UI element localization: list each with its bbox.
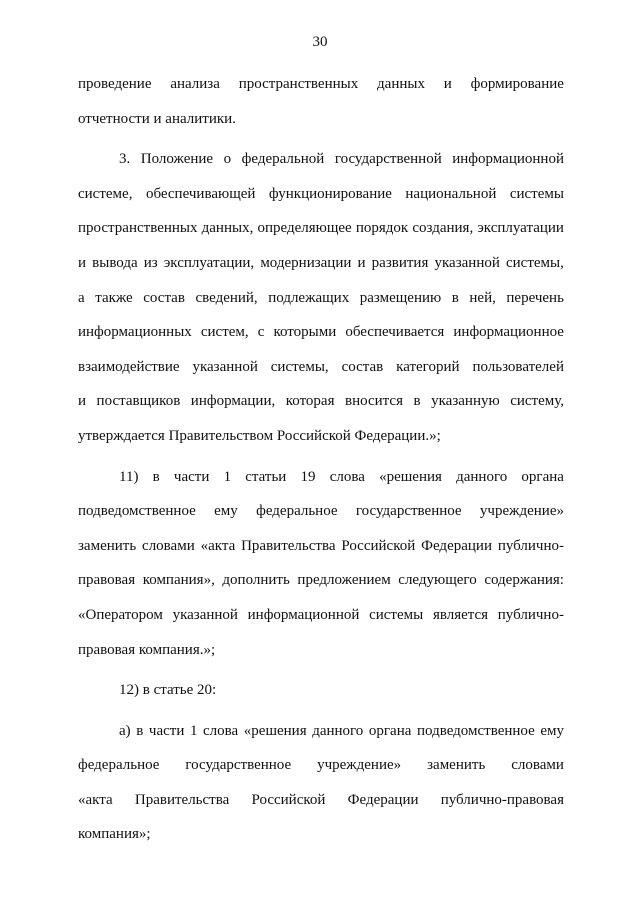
word: учреждение» (479, 503, 564, 520)
word: указанную (431, 393, 500, 410)
word: и (78, 254, 87, 271)
word: в (451, 289, 459, 306)
word: компания», (142, 572, 215, 589)
word: Российской (341, 537, 416, 554)
word: правовая (78, 572, 136, 589)
word: государственное (185, 757, 292, 774)
word: о (223, 151, 232, 168)
word: систем, (200, 324, 249, 341)
word: следующего (398, 572, 477, 589)
text-line (78, 315, 564, 350)
word: части (173, 468, 210, 485)
word: 19 (300, 468, 316, 485)
word: информационное (453, 324, 564, 341)
word: в (152, 468, 160, 485)
text-line (78, 67, 564, 102)
word: 12) в статье 20: (119, 682, 217, 699)
word: взаимодействие (78, 358, 180, 375)
text-line (78, 529, 564, 564)
word: и (443, 76, 452, 92)
word: а (78, 289, 85, 306)
word: ней, (469, 289, 496, 306)
word: пространственных (78, 220, 198, 237)
word: Федерации (421, 537, 492, 554)
word: перечень (506, 289, 564, 306)
word: формирование (470, 76, 564, 92)
word: «акта (200, 537, 236, 554)
text-line (78, 563, 564, 598)
word: из (143, 254, 158, 271)
word: размещению (359, 289, 442, 306)
word: состав (143, 289, 185, 306)
word: обеспечивающей (145, 185, 256, 202)
word: ему (214, 503, 238, 520)
word: Правительства (134, 791, 230, 808)
word: данного (456, 468, 508, 485)
text-line (78, 384, 564, 419)
word: публично-правовая (440, 791, 564, 808)
word: федеральное (256, 503, 338, 520)
word: информационной (452, 151, 564, 168)
word: заменить (427, 757, 486, 774)
word: федеральное (78, 757, 160, 774)
word: указанной (192, 358, 258, 375)
word: также (95, 289, 133, 306)
word: Положение (140, 151, 214, 168)
word: категорий (396, 358, 460, 375)
text-line (78, 494, 564, 529)
word: и (357, 254, 366, 271)
word: которыми (273, 324, 337, 341)
word: 3. (119, 151, 131, 168)
text-line (78, 460, 564, 495)
word: пространственных (238, 76, 359, 92)
word: проведение (78, 76, 152, 92)
word: «решения (379, 468, 442, 485)
word: вывода (92, 254, 138, 271)
text-line (78, 633, 564, 668)
word: 11) (119, 468, 139, 485)
word: органа (521, 468, 564, 485)
word: является (432, 606, 489, 623)
word: слова (203, 722, 239, 739)
text-line (78, 748, 564, 783)
word: которая (285, 393, 335, 410)
paragraph (78, 714, 564, 852)
word: эксплуатации, (163, 254, 255, 271)
word: Российской (251, 791, 326, 808)
text-line (78, 102, 564, 137)
word: публично- (497, 606, 564, 623)
word: в (136, 722, 144, 739)
word: состав (341, 358, 384, 375)
word: слова (329, 468, 365, 485)
text-line (78, 142, 564, 177)
page-number: 30 (312, 34, 328, 50)
word: информационных (78, 324, 192, 341)
word: подведомственное (416, 722, 535, 739)
word: словами (142, 537, 195, 554)
word: части (148, 722, 185, 739)
paragraph (78, 460, 564, 668)
word: дополнить (222, 572, 290, 589)
word: ему (540, 722, 564, 739)
text-line (78, 211, 564, 246)
text-line (78, 281, 564, 316)
word: системы (509, 185, 564, 202)
word: компания»; (78, 826, 151, 843)
word: публично- (497, 537, 564, 554)
word: пользователей (472, 358, 564, 375)
word: 1 (223, 468, 232, 485)
word: указанной (172, 606, 238, 623)
word: органа (368, 722, 412, 739)
word: поставщиков (96, 393, 181, 410)
word: данных, (201, 220, 254, 237)
word: государственное (355, 503, 462, 520)
word: заменить (78, 537, 137, 554)
word: функционирование (268, 185, 392, 202)
text-line (78, 246, 564, 281)
paragraph (78, 67, 564, 136)
word: указанной (434, 254, 500, 271)
word: а) (119, 722, 131, 739)
word: системы, (270, 358, 329, 375)
word: эксплуатации (477, 220, 564, 237)
word: национальной (405, 185, 497, 202)
text-line (78, 598, 564, 633)
paragraph (78, 142, 564, 453)
word: федеральной (241, 151, 325, 168)
word: вносится (345, 393, 403, 410)
text-line (78, 783, 564, 818)
word: словами (511, 757, 564, 774)
word: системы, (506, 254, 564, 271)
word: подведомственное (78, 503, 196, 520)
word: правовая компания.»; (78, 641, 216, 658)
word: в (413, 393, 421, 410)
word: статьи (245, 468, 287, 485)
word: сведений, (195, 289, 258, 306)
text-line (78, 673, 564, 708)
word: данных (377, 76, 425, 92)
word: государственной (334, 151, 442, 168)
word: информации, (190, 393, 276, 410)
word: развития (371, 254, 429, 271)
word: порядок (355, 220, 409, 237)
word: системе, (78, 185, 133, 202)
word: с (257, 324, 265, 341)
word: учреждение» (317, 757, 402, 774)
word: Правительства (241, 537, 336, 554)
text-line (78, 419, 564, 454)
word: информационной (247, 606, 360, 623)
word: утверждается Правительством Российской Федерации.»; (78, 427, 441, 444)
word: данного (312, 722, 364, 739)
word: анализа (170, 76, 220, 92)
word: «решения (243, 722, 307, 739)
word: 1 (189, 722, 198, 739)
text-line (78, 350, 564, 385)
text-line (78, 714, 564, 749)
word: «акта (78, 791, 113, 808)
word: и (78, 393, 87, 410)
text-line (78, 177, 564, 212)
word: определяющее (257, 220, 352, 237)
word: создания, (412, 220, 474, 237)
word: обеспечивается (345, 324, 445, 341)
word: системы (369, 606, 424, 623)
document-body (78, 67, 564, 852)
word: систему, (510, 393, 564, 410)
word: отчетности и аналитики. (78, 110, 236, 127)
word: подлежащих (268, 289, 350, 306)
word: Федерации (347, 791, 419, 808)
word: модернизации (260, 254, 352, 271)
word: содержания: (484, 572, 564, 589)
paragraph (78, 673, 564, 708)
word: предложением (297, 572, 391, 589)
text-line (78, 817, 564, 852)
word: «Оператором (78, 606, 163, 623)
